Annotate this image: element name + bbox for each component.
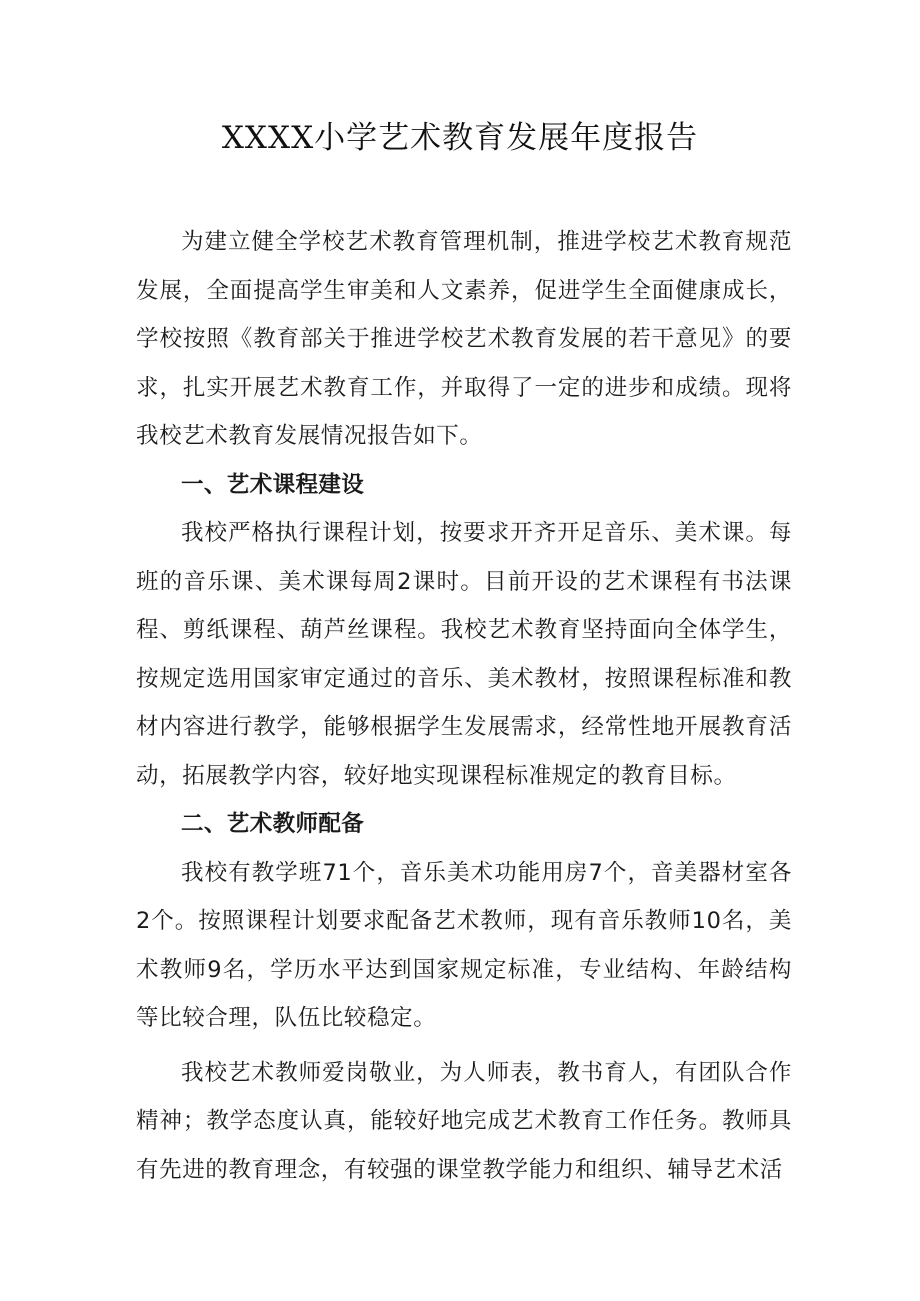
section-heading-curriculum: 一、艺术课程建设 [181, 471, 365, 498]
section-heading-teachers: 二、艺术教师配备 [181, 811, 365, 837]
teachers-paragraph-2: 我校艺术教师爱岗敬业，为人师表，教书育人，有团队合作精神；教学态度认真，能较好地完成艺术教育工作任务。教师具有先进的教育理念，有较强的课堂教学能力和组织、辅导艺术活 [136, 1059, 792, 1183]
document-title: XXXX小学艺术教育发展年度报告 [221, 120, 699, 156]
document-body [136, 218, 792, 1194]
teachers-paragraph-1: 我校有教学班71个，音乐美术功能用房7个，音美器材室各2个。按照课程计划要求配备艺术教师，现有音乐教师10名，美术教师9名，学历水平达到国家规定标准，专业结构、年龄结构等比较合理，队伍比较稳定。 [136, 859, 792, 1031]
intro-paragraph: 为建立健全学校艺术教育管理机制，推进学校艺术教育规范发展，全面提高学生审美和人文素养，促进学生全面健康成长，学校按照《教育部关于推进学校艺术教育发展的若干意见》的要求，扎实开展艺术教育工作，并取得了一定的进步和成绩。现将我校艺术教育发展情况报告如下。 [136, 229, 792, 449]
curriculum-paragraph: 我校严格执行课程计划，按要求开齐开足音乐、美术课。每班的音乐课、美术课每周2课时。目前开设的艺术课程有书法课程、剪纸课程、葫芦丝课程。我校艺术教育坚持面向全体学生，按规定选用国家审定通过的音乐、美术教材，按照课程标准和教材内容进行教学，能够根据学生发展需求，经常性地开展教育活动，拓展教学内容，较好地实现课程标准规定的教育目标。 [136, 520, 792, 789]
